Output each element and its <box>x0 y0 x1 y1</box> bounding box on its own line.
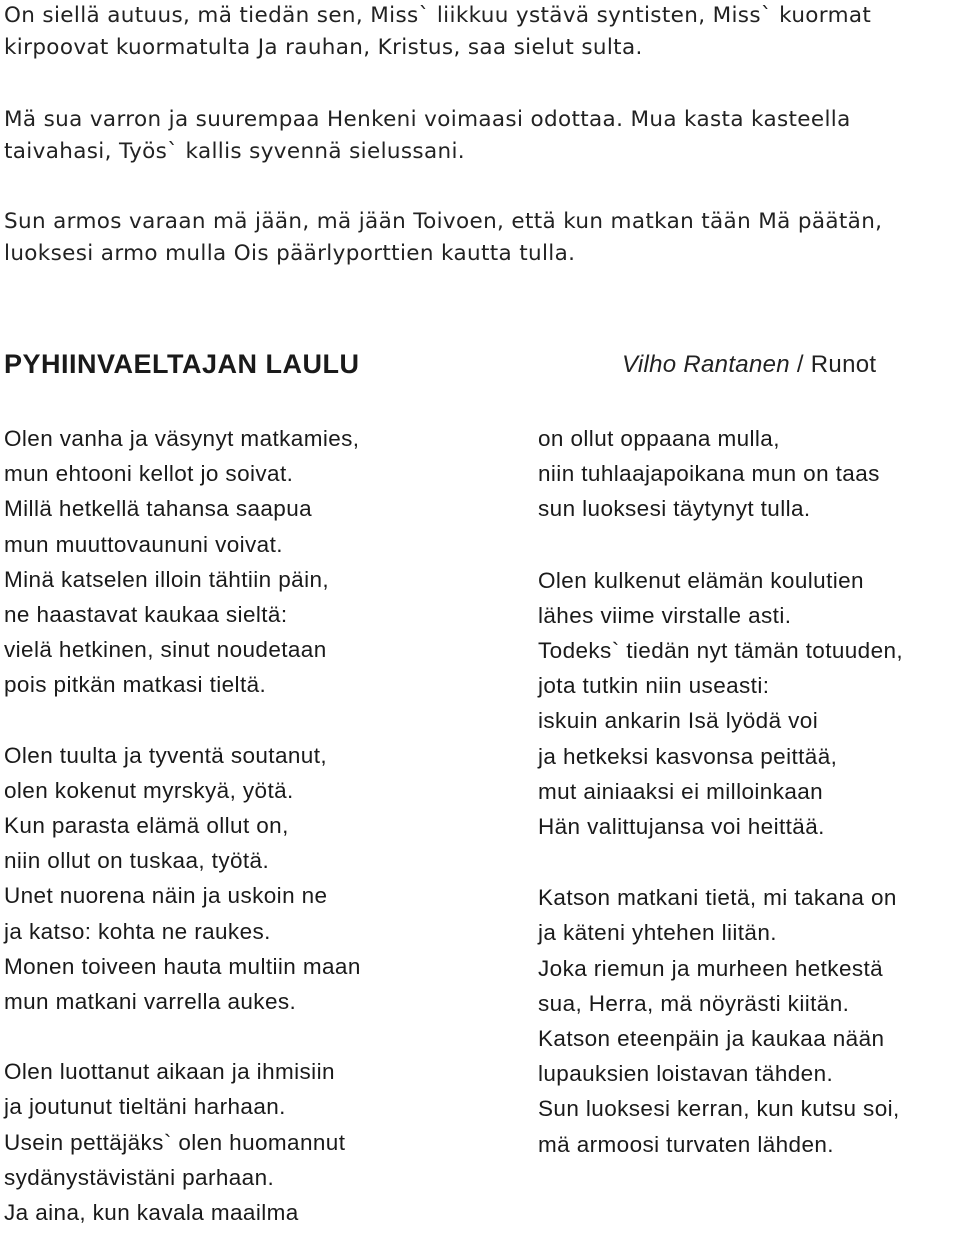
text-line: taivahasi, Työs` kallis syvennä sielussani. <box>4 139 465 164</box>
text-line: On siellä autuus, mä tiedän sen, Miss` liikkuu ystävä syntisten, Miss` kuormat <box>4 3 872 28</box>
poem-line: pois pitkän matkasi tieltä. <box>4 672 267 698</box>
poem-stanza <box>4 421 504 703</box>
poem-line: on ollut oppaana mulla, <box>538 426 780 451</box>
intro-paragraph <box>4 104 954 168</box>
poem-line: niin tuhlaajapoikana mun on taas <box>538 461 880 487</box>
poem-attribution <box>622 351 876 379</box>
poem-line: ja käteni yhtehen liitän. <box>538 920 777 946</box>
attribution-separator: / <box>789 351 811 378</box>
poem-line: Todeks` tiedän nyt tämän totuuden, <box>538 638 904 664</box>
poem-title: PYHIINVAELTAJAN LAULU <box>4 349 360 379</box>
text-line: Mä sua varron ja suurempaa Henkeni voimaasi odottaa. Mua kasta kasteella <box>4 107 851 132</box>
text-line: kirpoovat kuormatulta Ja rauhan, Kristus, saa sielut sulta. <box>4 35 643 60</box>
text-line: Sun armos varaan mä jään, mä jään Toivoen, että kun matkan tään Mä päätän, <box>4 209 883 234</box>
poem-line: ja joutunut tieltäni harhaan. <box>4 1094 286 1120</box>
poem-line: Katson matkani tietä, mi takana on <box>538 885 897 911</box>
poem-line: jota tutkin niin useasti: <box>538 673 770 699</box>
poem-line: vielä hetkinen, sinut noudetaan <box>4 637 327 663</box>
intro-paragraph <box>4 206 954 270</box>
poem-line: mun ehtooni kellot jo soivat. <box>4 461 294 487</box>
poem-stanza <box>538 880 958 1162</box>
poem-line: iskuin ankarin Isä lyödä voi <box>538 708 819 734</box>
poem-line: Unet nuorena näin ja uskoin ne <box>4 883 328 909</box>
source-name: Runot <box>810 351 877 378</box>
poem-line: Kun parasta elämä ollut on, <box>4 813 289 839</box>
poem-line: ja hetkeksi kasvonsa peittää, <box>538 743 838 769</box>
poem-line: Millä hetkellä tahansa saapua <box>4 496 313 522</box>
poem-line: Monen toiveen hauta multiin maan <box>4 953 361 979</box>
poem-stanza <box>4 1054 504 1230</box>
poem-line: Olen vanha ja väsynyt matkamies, <box>4 426 360 451</box>
poem-line: Ja aina, kun kavala maailma <box>4 1200 299 1226</box>
poem-line: mun matkani varrella aukes. <box>4 989 297 1015</box>
intro-paragraph <box>4 0 954 64</box>
author-name: Vilho Rantanen <box>622 351 790 378</box>
poem-line: ne haastavat kaukaa sieltä: <box>4 602 288 628</box>
poem-stanza <box>4 738 504 1020</box>
poem-left-column <box>4 421 504 1230</box>
poem-line: Olen kulkenut elämän koulutien <box>538 567 864 593</box>
poem-stanza <box>538 563 958 845</box>
poem-line: Sun luoksesi kerran, kun kutsu soi, <box>538 1096 900 1122</box>
poem-line: mun muuttovaununi voivat. <box>4 531 283 557</box>
poem-line: Usein pettäjäks` olen huomannut <box>4 1129 346 1155</box>
poem-line: ja katso: kohta ne raukes. <box>4 918 271 944</box>
poem-right-column <box>538 421 958 1162</box>
poem-line: sua, Herra, mä nöyrästi kiitän. <box>538 990 850 1016</box>
poem-line: Olen luottanut aikaan ja ihmisiin <box>4 1059 335 1085</box>
intro-text <box>4 0 954 270</box>
text-line: luoksesi armo mulla Ois päärlyporttien kautta tulla. <box>4 241 576 266</box>
poem-line: mä armoosi turvaten lähden. <box>538 1131 834 1157</box>
poem-line: Joka riemun ja murheen hetkestä <box>538 955 884 981</box>
poem-line: sun luoksesi täytynyt tulla. <box>538 496 811 522</box>
poem-line: mut ainiaaksi ei milloinkaan <box>538 778 824 804</box>
poem-line: Katson eteenpäin ja kaukaa nään <box>538 1026 885 1052</box>
poem-line: Minä katselen illoin tähtiin päin, <box>4 566 330 592</box>
poem-stanza <box>538 421 958 527</box>
poem-line: Hän valittujansa voi heittää. <box>538 814 825 840</box>
poem-line: Olen tuulta ja tyventä soutanut, <box>4 742 327 768</box>
poem-line: niin ollut on tuskaa, työtä. <box>4 848 270 874</box>
poem-line: lupauksien loistavan tähden. <box>538 1061 834 1087</box>
poem-line: sydänystävistäni parhaan. <box>4 1164 275 1190</box>
poem-line: lähes viime virstalle asti. <box>538 602 792 628</box>
poem-line: olen kokenut myrskyä, yötä. <box>4 777 294 803</box>
